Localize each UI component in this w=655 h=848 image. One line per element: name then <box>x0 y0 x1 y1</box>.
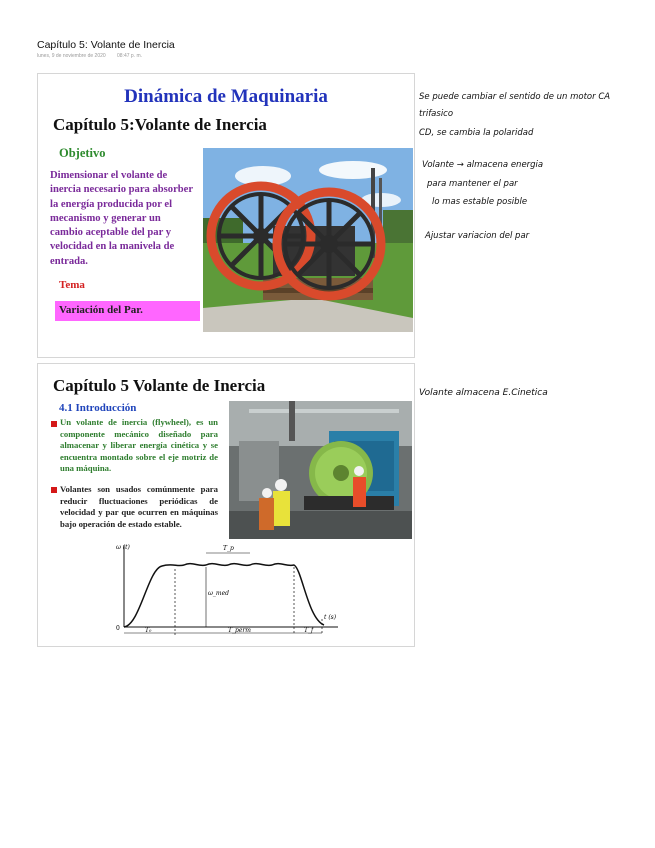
bullet-text-2: Volantes son usados comúnmente para reducir fluctuaciones periódicas de velocidad y par que ocurren en máquinas bajo operación de estado estable. <box>60 484 218 529</box>
objective-heading: Objetivo <box>59 146 106 160</box>
note-mantener-par: para mantener el par <box>427 179 518 189</box>
graph-tp-label: T_p <box>223 545 234 552</box>
graph-tf-label: T_f <box>304 627 314 634</box>
note-trifasico: trifasico <box>419 109 454 119</box>
page-time: 08:47 p. m. <box>117 53 143 59</box>
page-title: Capítulo 5: Volante de Inercia <box>37 39 175 51</box>
objective-text: Dimensionar el volante de inercia necesario para absorber la energía producida por el mecanismo y generar un cambio aceptable del par y velocidad en la manivela de entrada. <box>50 170 193 267</box>
flywheel-photo <box>203 148 413 332</box>
slide-1-main-title: Dinámica de Maquinaria <box>124 86 328 107</box>
bullet-marker <box>51 487 57 493</box>
note-volante-energia: Volante → almacena energia <box>422 160 544 170</box>
speed-graph <box>110 539 342 639</box>
page-date: lunes, 9 de noviembre de 2020 <box>37 53 106 59</box>
slide-1-subtitle: Capítulo 5:Volante de Inercia <box>53 115 267 134</box>
slide-1[interactable] <box>37 73 415 358</box>
topic-text: Variación del Par. <box>59 304 143 316</box>
section-heading: 4.1 Introducción <box>59 402 137 414</box>
graph-t0-label: T₀ <box>145 627 152 634</box>
note-motor-ca: Se puede cambiar el sentido de un motor CA <box>419 92 611 102</box>
graph-tperm-label: T_perm <box>228 627 251 634</box>
note-estable: lo mas estable posible <box>432 197 528 207</box>
graph-omega-med-label: ω_med <box>208 590 229 597</box>
graph-y-label: ω (t) <box>116 544 130 551</box>
bullet-marker <box>51 421 57 427</box>
note-cd-polaridad: CD, se cambia la polaridad <box>419 128 534 138</box>
bullet-text-1: Un volante de inercia (flywheel), es un componente mecánico diseñado para almacenar y liberar energía cinética y se encuentra montado sobre el eje motriz de una máquina. <box>60 417 218 474</box>
note-ajustar-par: Ajustar variacion del par <box>425 231 530 241</box>
graph-origin-label: 0 <box>116 625 120 632</box>
slide-2-title: Capítulo 5 Volante de Inercia <box>53 376 266 395</box>
topic-highlight <box>55 301 200 321</box>
graph-x-label: t (s) <box>324 614 337 621</box>
topic-heading: Tema <box>59 279 85 291</box>
installation-photo <box>229 401 412 539</box>
note-cinetica: Volante almacena E.Cinetica <box>419 388 548 398</box>
slide-2[interactable] <box>37 363 415 647</box>
